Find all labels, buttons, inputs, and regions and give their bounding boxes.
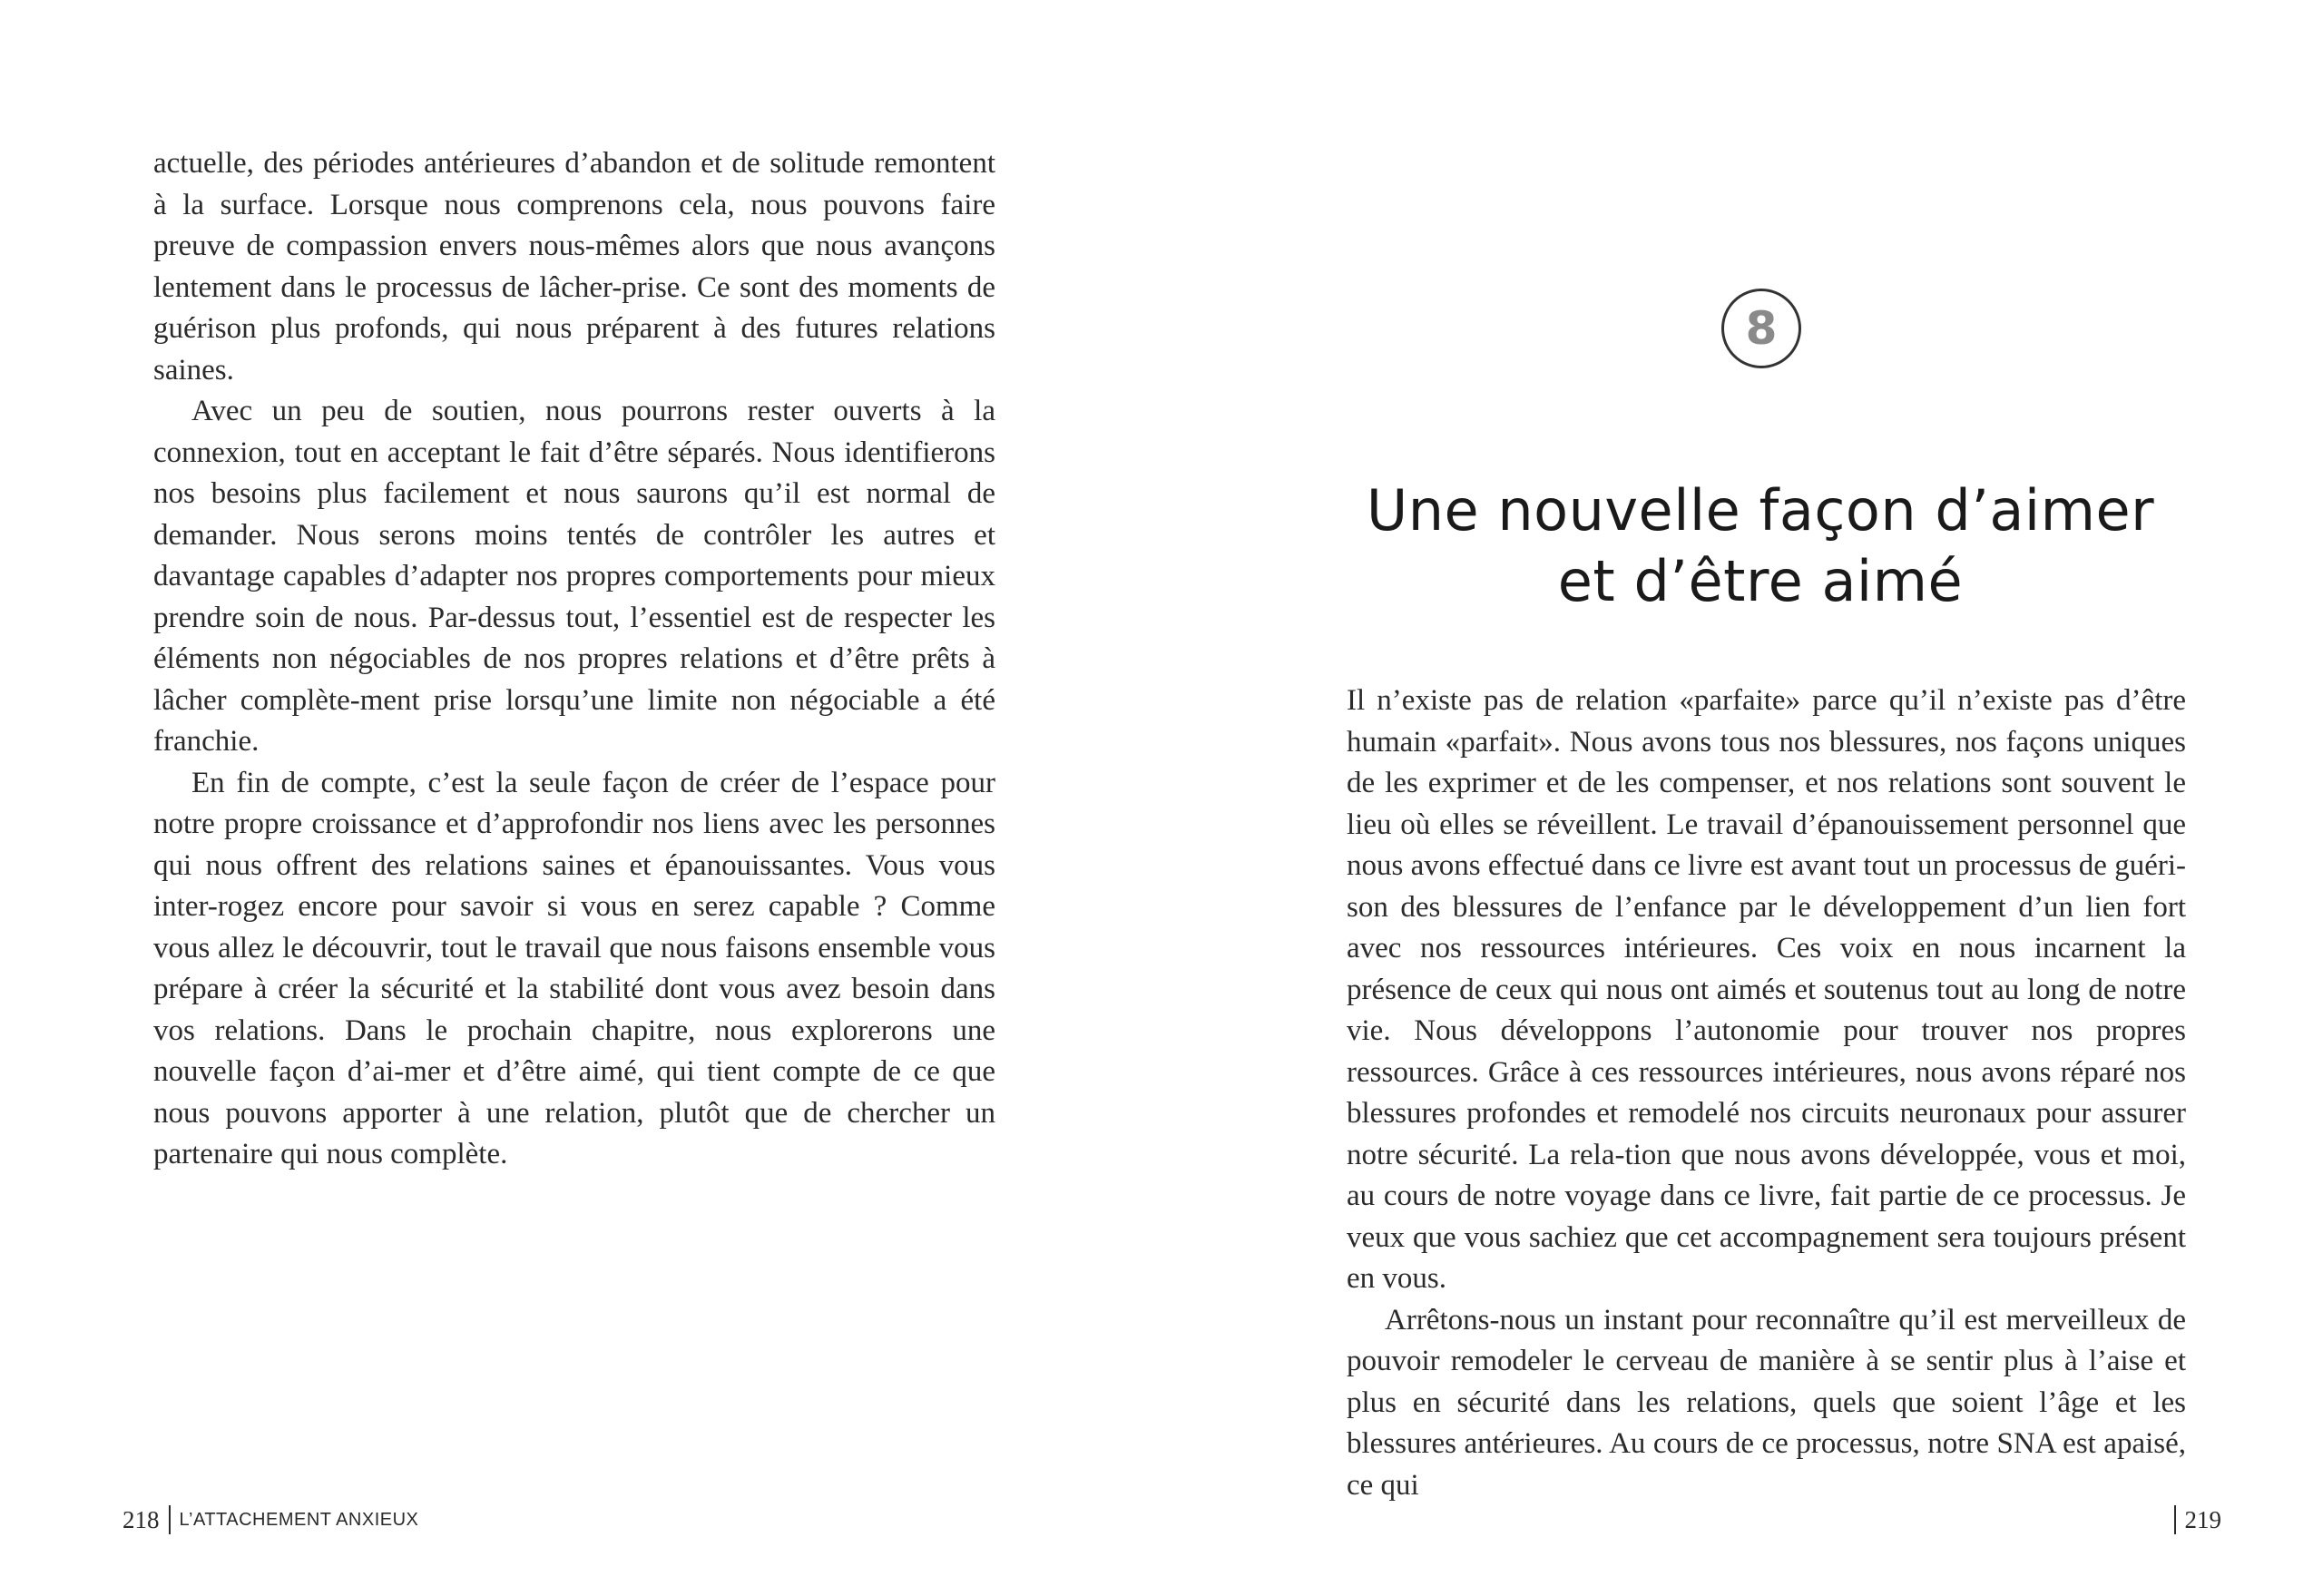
left-page-body (153, 143, 995, 1176)
chapter-number: 8 (1745, 302, 1778, 355)
chapter-number-badge (1721, 289, 1801, 368)
paragraph: Arrêtons-nous un instant pour reconnaître qu’il est merveilleux de pouvoir remodeler le cerveau de manière à se sentir plus à l’aise et plus en sécurité dans les relations, quels que soient l’âge et les blessures antérieures. Au cours de ce processus, notre SNA est apaisé, ce qui (1347, 1303, 2186, 1502)
chapter-title-line: Une nouvelle façon d’aimer (1366, 476, 2155, 543)
chapter-title-line: et d’être aimé (1557, 547, 1964, 614)
running-head: L’ATTACHEMENT ANXIEUX (179, 1510, 419, 1530)
paragraph: Il n’existe pas de relation «parfaite» parce qu’il n’existe pas d’être humain «parfait». Nous avons tous nos blessures, nos façons uniques de les exprimer et de les compenser, et nos relations sont souvent le lieu où elles se réveillent. Le travail d’épanouissement personnel que nous avons effectué dans ce livre est avant tout un processus de guéri-son des blessures de l’enfance par le développement d’un lien fort avec nos ressources intérieures. Ces voix en nous incarnent la présence de ceux qui nous ont aimés et soutenus tout au long de notre vie. Nous développons l’autonomie pour trouver nos propres ressources. Grâce à ces ressources intérieures, nous avons réparé nos blessures profondes et remodelé nos circuits neuronaux pour assurer notre sécurité. La rela-tion que nous avons développée, vous et moi, au cours de notre voyage dans ce livre, fait partie de ce processus. Je veux que vous sachiez que cet accompagnement sera toujours présent en vous. (1347, 684, 2186, 1295)
paragraph: En fin de compte, c’est la seule façon de créer de l’espace pour notre propre croissance et d’approfondir nos liens avec les personnes qui nous offrent des relations saines et épanouissantes. Vous vous inter-rogez encore pour savoir si vous en serez capable ? Comme vous allez le découvrir, tout le travail que nous faisons ensemble vous prépare à créer la sécurité et la stabilité dont vous avez besoin dans vos relations. Dans le prochain chapitre, nous explorerons une nouvelle façon d’ai-mer et d’être aimé, qui tient compte de ce que nous pouvons apporter à une relation, plutôt que de chercher un partenaire qui nous complète. (153, 766, 995, 1170)
right-footer (2165, 1504, 2222, 1535)
left-footer (123, 1504, 418, 1535)
page-number: 219 (2184, 1506, 2221, 1533)
chapter-title (1307, 475, 2214, 617)
right-page (1162, 0, 2323, 1596)
paragraph: Avec un peu de soutien, nous pourrons rester ouverts à la connexion, tout en acceptant le fait d’être séparés. Nous identifierons nos besoins plus facilement et nous saurons qu’il est normal de demander. Nous serons moins tentés de contrôler les autres et davantage capables d’adapter nos propres comportements pour mieux prendre soin de nous. Par-dessus tout, l’essentiel est de respecter les éléments non négociables de nos propres relations et d’être prêts à lâcher complète-ment prise lorsqu’une limite non négociable a été franchie. (153, 395, 995, 758)
paragraph: actuelle, des périodes antérieures d’abandon et de solitude remontent à la surface. Lorsque nous comprenons cela, nous pouvons faire preuve de compassion envers nous-mêmes alors que nous avançons lentement dans le processus de lâcher-prise. Ce sont des moments de guérison plus profonds, qui nous préparent à des futures relations saines. (153, 147, 995, 387)
footer-divider (169, 1505, 171, 1534)
footer-divider (2174, 1505, 2176, 1534)
right-page-body (1347, 681, 2186, 1506)
page-number: 218 (123, 1506, 160, 1533)
